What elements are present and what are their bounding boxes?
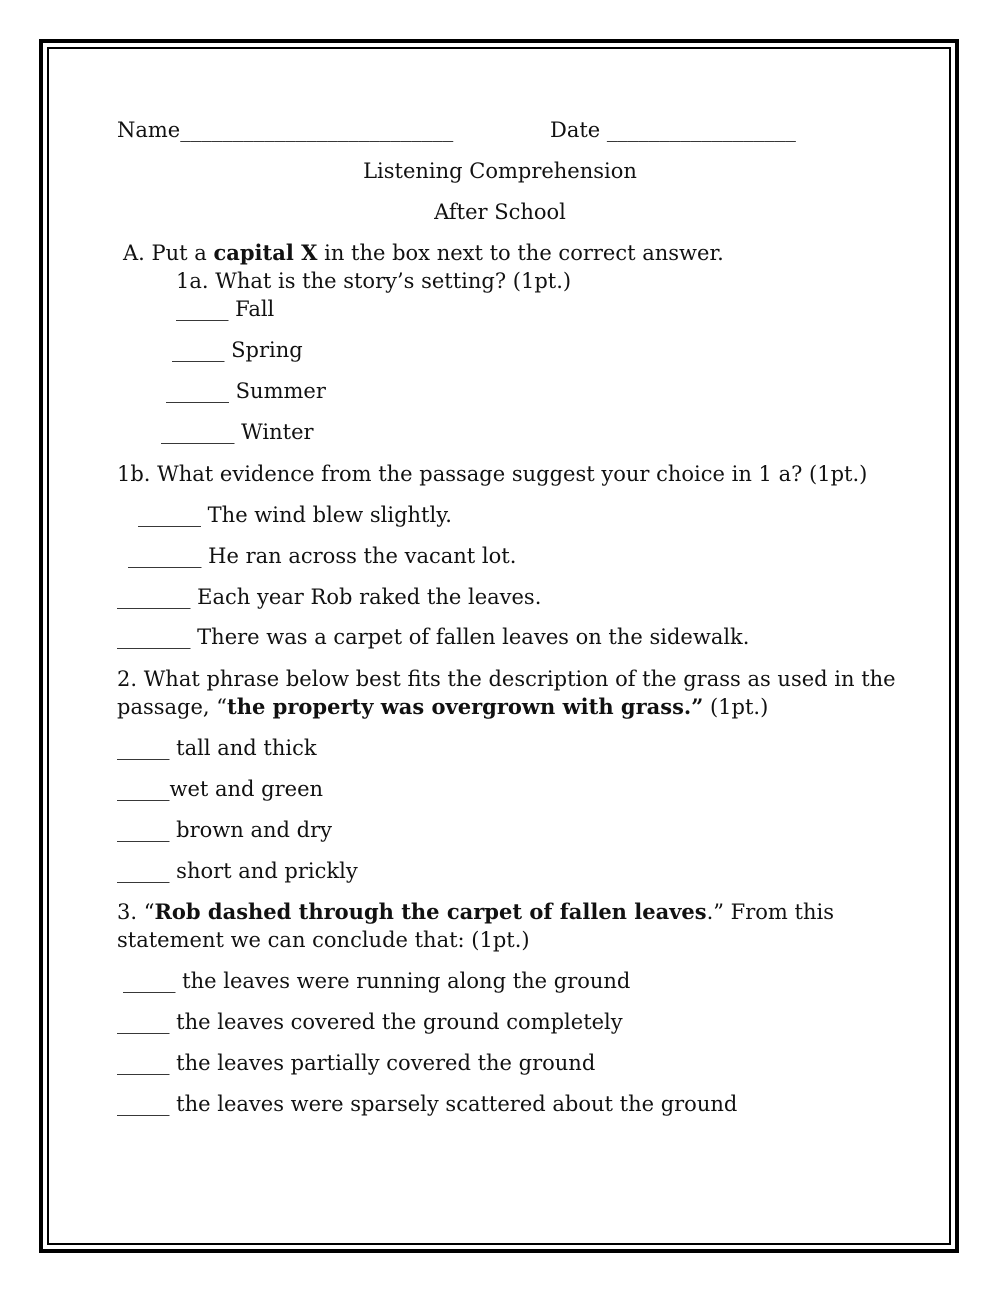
q3-option[interactable]: _____ the leaves partially covered the ground	[117, 1051, 596, 1075]
q2-option[interactable]: _____ tall and thick	[117, 736, 317, 760]
q1b-option[interactable]: ______ The wind blew slightly.	[138, 503, 452, 527]
question-2-prompt-line1: 2. What phrase below best fits the description of the grass as used in the	[117, 667, 896, 691]
q2-option[interactable]: _____ short and prickly	[117, 859, 358, 883]
q3-option[interactable]: _____ the leaves covered the ground completely	[117, 1010, 623, 1034]
q1a-option-summer[interactable]: ______ Summer	[166, 379, 326, 403]
question-2-prompt-line2: passage, “the property was overgrown with grass.” (1pt.)	[117, 694, 769, 719]
question-1b-prompt: 1b. What evidence from the passage suggest your choice in 1 a? (1pt.)	[117, 462, 868, 486]
section-a-instruction: A. Put a capital X in the box next to the correct answer.	[123, 240, 724, 265]
q1a-option-winter[interactable]: _______ Winter	[161, 420, 314, 444]
q3-option[interactable]: _____ the leaves were sparsely scattered about the ground	[117, 1092, 738, 1116]
worksheet-subject: Listening Comprehension	[363, 159, 637, 183]
question-1a-prompt: 1a. What is the story’s setting? (1pt.)	[176, 269, 572, 293]
q2-option[interactable]: _____wet and green	[117, 777, 324, 801]
date-field[interactable]: Date __________________	[550, 118, 796, 142]
question-3-prompt-line1: 3. “Rob dashed through the carpet of fallen leaves.” From this	[117, 899, 834, 924]
q2-option[interactable]: _____ brown and dry	[117, 818, 332, 842]
q3-option[interactable]: _____ the leaves were running along the ground	[123, 969, 631, 993]
q1a-option-fall[interactable]: _____ Fall	[176, 297, 275, 321]
q1b-option[interactable]: _______ Each year Rob raked the leaves.	[117, 585, 542, 609]
name-field[interactable]: Name__________________________	[117, 118, 454, 142]
story-title: After School	[434, 200, 566, 224]
q1a-option-spring[interactable]: _____ Spring	[172, 338, 303, 362]
q1b-option[interactable]: _______ He ran across the vacant lot.	[128, 544, 517, 568]
question-3-prompt-line2: statement we can conclude that: (1pt.)	[117, 928, 530, 952]
q1b-option[interactable]: _______ There was a carpet of fallen leaves on the sidewalk.	[117, 625, 750, 649]
